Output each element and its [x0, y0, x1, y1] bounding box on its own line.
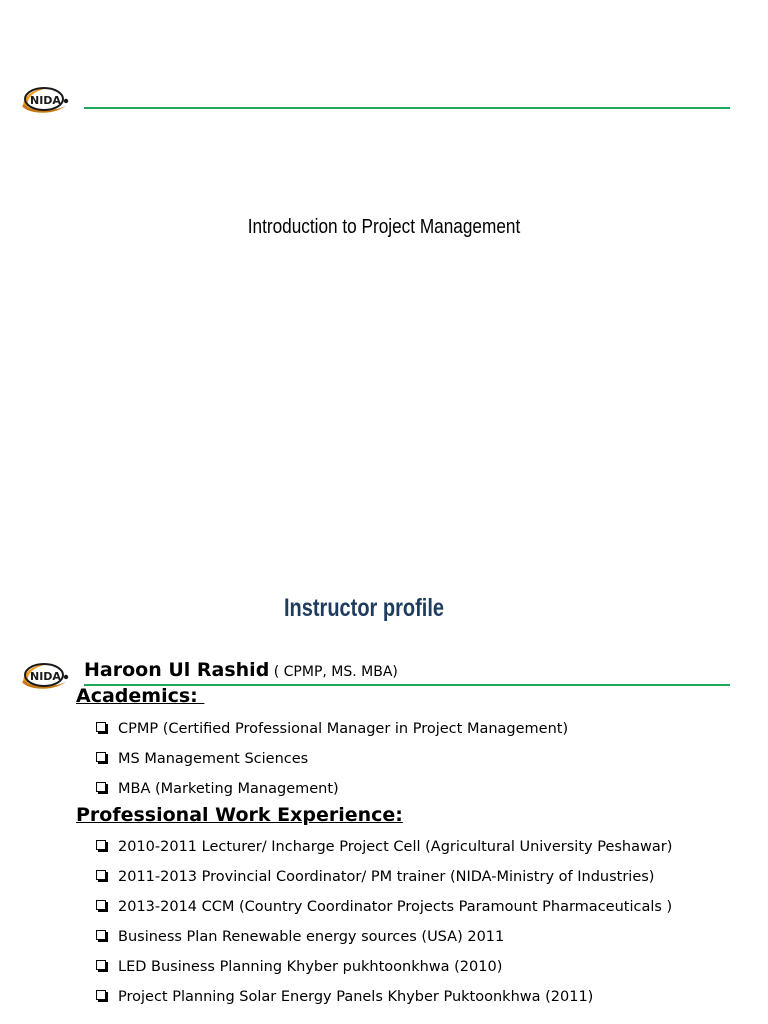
- list-item: Business Plan Renewable energy sources (USA) 2011: [96, 922, 672, 952]
- list-item: LED Business Planning Khyber pukhtoonkhwa (2010): [96, 952, 672, 982]
- nida-logo-icon: [18, 658, 70, 692]
- list-item: CPMP (Certified Professional Manager in Project Management): [96, 714, 568, 744]
- list-item: 2010-2011 Lecturer/ Incharge Project Cell (Agricultural University Peshawar): [96, 832, 672, 862]
- list-item: MBA (Marketing Management): [96, 774, 568, 804]
- svg-text:NIDA: NIDA: [30, 670, 61, 683]
- hollow-square-bullet-icon: [96, 782, 106, 792]
- experience-heading: Professional Work Experience:: [76, 804, 403, 826]
- instructor-name: Haroon Ul Rashid: [84, 659, 270, 681]
- list-item: 2013-2014 CCM (Country Coordinator Projects Paramount Pharmaceuticals ): [96, 892, 672, 922]
- instructor-qualifications: ( CPMP, MS. MBA): [269, 664, 398, 680]
- hollow-square-bullet-icon: [96, 990, 106, 1000]
- nida-logo-icon: [18, 82, 70, 116]
- header-rule: [84, 107, 730, 109]
- list-item: Project Planning Solar Energy Panels Khyber Puktoonkhwa (2011): [96, 982, 672, 1012]
- hollow-square-bullet-icon: [96, 960, 106, 970]
- hollow-square-bullet-icon: [96, 752, 106, 762]
- hollow-square-bullet-icon: [96, 900, 106, 910]
- svg-text:NIDA: NIDA: [30, 94, 61, 107]
- list-item: 2011-2013 Provincial Coordinator/ PM trainer (NIDA-Ministry of Industries): [96, 862, 672, 892]
- experience-list: [96, 832, 672, 1012]
- academics-heading: Academics:: [76, 685, 205, 707]
- academics-list: [96, 714, 568, 804]
- list-item: MS Management Sciences: [96, 744, 568, 774]
- profile-title: Instructor profile: [283, 594, 444, 622]
- hollow-square-bullet-icon: [96, 870, 106, 880]
- hollow-square-bullet-icon: [96, 840, 106, 850]
- instructor-name-line: [84, 659, 398, 681]
- hollow-square-bullet-icon: [96, 722, 106, 732]
- slide-title: Introduction to Project Management: [247, 216, 521, 238]
- hollow-square-bullet-icon: [96, 930, 106, 940]
